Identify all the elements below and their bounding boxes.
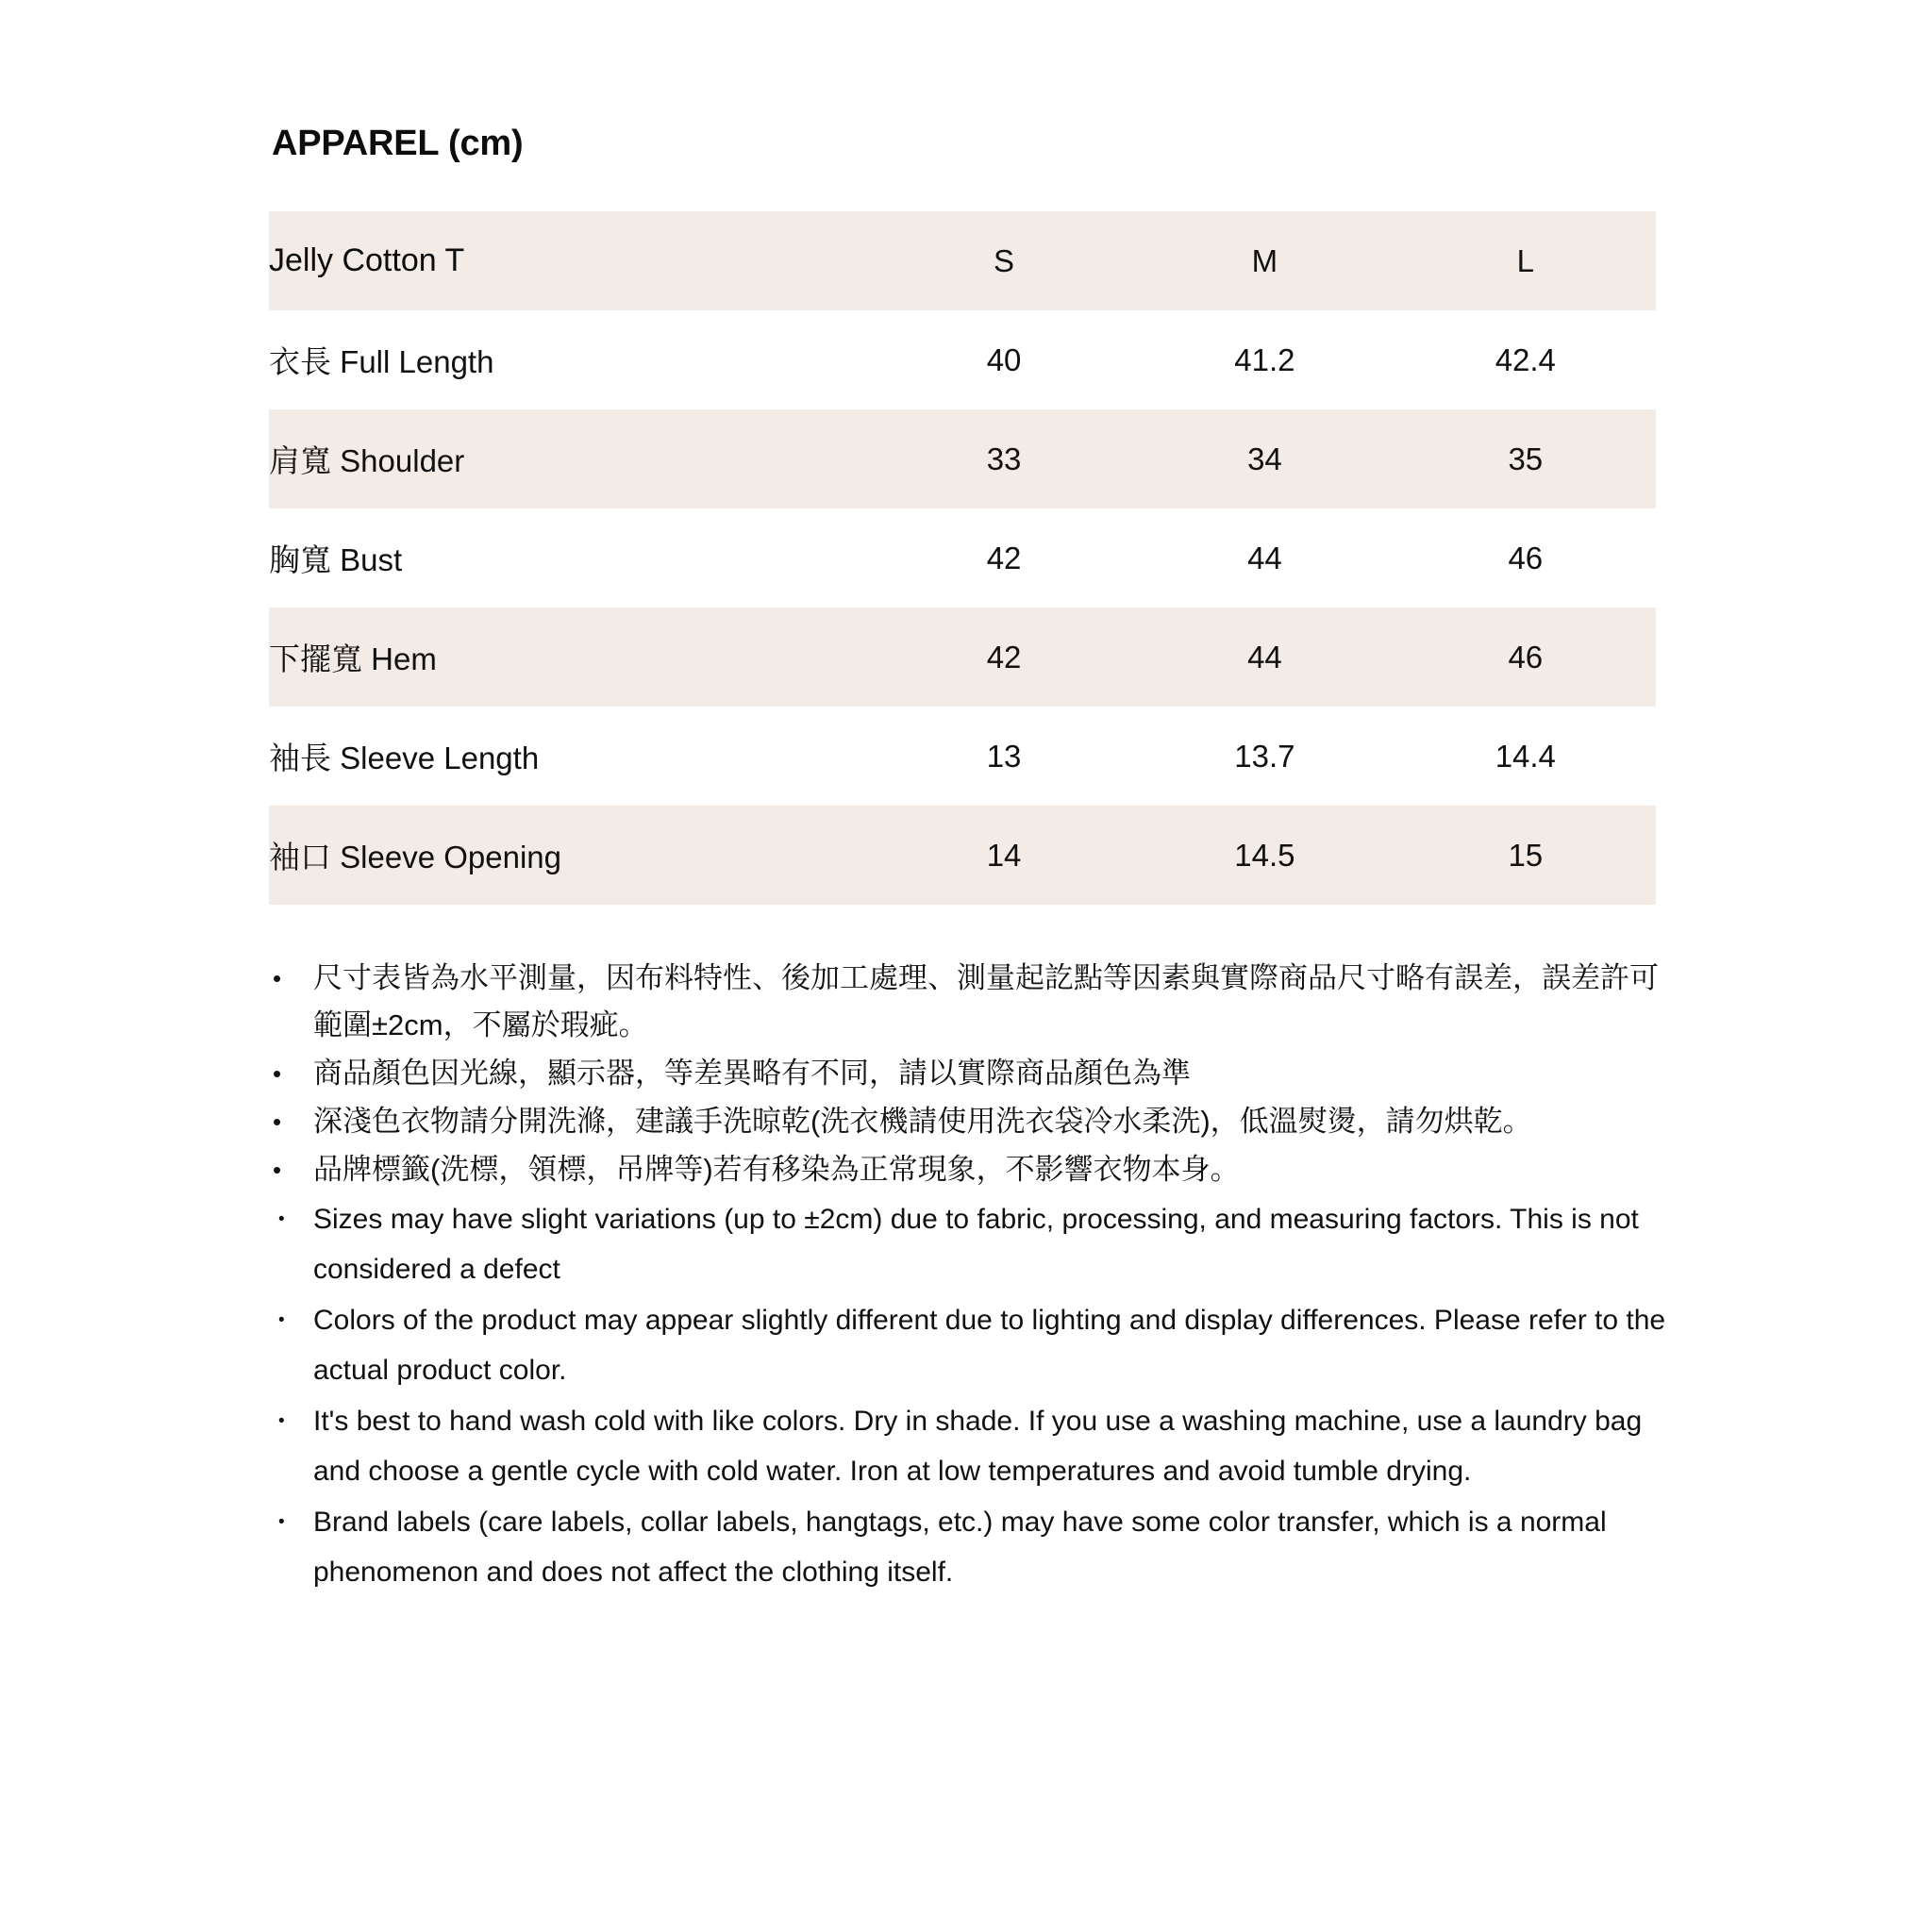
notes-list — [269, 955, 1675, 1598]
measurement-value-s: 42 — [986, 639, 1022, 675]
note-text: Sizes may have slight variations (up to ±2cm) due to fabric, processing, and measuring factors. This is not considered a defect — [313, 1204, 1639, 1285]
table-row — [269, 608, 1656, 707]
measurement-value-l: 15 — [1508, 837, 1544, 873]
bullet-icon: • — [273, 1156, 282, 1184]
note-item-zh — [269, 955, 1675, 1049]
note-text: 深淺色衣物請分開洗滌，建議手洗晾乾(洗衣機請使用洗衣袋冷水柔洗)，低溫熨燙，請勿烘乾。 — [313, 1105, 1532, 1138]
measurement-value-l: 46 — [1508, 639, 1544, 675]
table-header-row — [269, 211, 1656, 310]
measurement-label: 袖長 Sleeve Length — [269, 741, 540, 775]
note-text: It's best to hand wash cold with like colors. Dry in shade. If you use a washing machine, use a laundry bag and choose a gentle cycle with cold water. Iron at low temperatures and avoid tumble drying. — [313, 1406, 1643, 1487]
measurement-value-s: 40 — [986, 341, 1022, 377]
measurement-value-l: 35 — [1508, 441, 1544, 476]
measurement-value-s: 13 — [986, 738, 1022, 774]
note-text: 品牌標籤(洗標，領標，吊牌等)若有移染為正常現象，不影響衣物本身。 — [313, 1153, 1240, 1186]
measurement-value-s: 14 — [986, 837, 1022, 873]
note-text: Brand labels (care labels, collar labels, hangtags, etc.) may have some color transfer, which is a normal phenomenon and does not affect the clothing itself. — [313, 1507, 1607, 1588]
size-header-m: M — [1251, 242, 1278, 278]
table-row — [269, 409, 1656, 508]
measurement-value-m: 41.2 — [1234, 341, 1295, 377]
bullet-icon: • — [278, 1512, 285, 1532]
page-title: APPAREL (cm) — [272, 124, 524, 163]
measurement-value-m: 13.7 — [1234, 738, 1295, 774]
note-item-en — [269, 1497, 1675, 1597]
measurement-value-m: 14.5 — [1234, 837, 1295, 873]
note-item-zh — [269, 1098, 1675, 1145]
table-row — [269, 707, 1656, 806]
bullet-icon: • — [278, 1310, 285, 1330]
size-measurements-table — [269, 211, 1656, 905]
note-item-zh — [269, 1050, 1675, 1097]
measurement-value-m: 44 — [1247, 540, 1282, 575]
measurement-label: 胸寬 Bust — [269, 542, 403, 577]
measurement-value-l: 46 — [1508, 540, 1544, 575]
table-header — [269, 211, 1656, 310]
bullet-icon: • — [278, 1411, 285, 1431]
note-text: 尺寸表皆為水平測量，因布料特性、後加工處理、測量起訖點等因素與實際商品尺寸略有誤差，誤差許可範圍±2cm，不屬於瑕疵。 — [313, 961, 1659, 1041]
table-body — [269, 310, 1656, 905]
measurement-label: 下擺寬 Hem — [269, 641, 437, 676]
bullet-icon: • — [273, 1108, 282, 1136]
table-row — [269, 508, 1656, 608]
measurement-label: 袖口 Sleeve Opening — [269, 840, 562, 874]
measurement-label: 衣長 Full Length — [269, 344, 494, 379]
size-header-s: S — [994, 242, 1015, 278]
size-header-l: L — [1516, 242, 1534, 278]
table-row — [269, 806, 1656, 905]
measurement-value-l: 14.4 — [1495, 738, 1556, 774]
table-row — [269, 310, 1656, 409]
bullet-icon: • — [273, 1059, 282, 1088]
bullet-icon: • — [273, 964, 282, 992]
note-text: Colors of the product may appear slightly different due to lighting and display differences. Please refer to the actual product color. — [313, 1305, 1666, 1386]
product-name-header: Jelly Cotton T — [269, 242, 465, 278]
measurement-value-s: 33 — [986, 441, 1022, 476]
note-item-zh — [269, 1146, 1675, 1193]
note-text: 商品顏色因光線，顯示器，等差異略有不同，請以實際商品顏色為準 — [313, 1057, 1191, 1090]
note-item-en — [269, 1396, 1675, 1496]
measurement-value-m: 34 — [1247, 441, 1282, 476]
measurement-value-l: 42.4 — [1495, 341, 1556, 377]
measurement-value-s: 42 — [986, 540, 1022, 575]
bullet-icon: • — [278, 1209, 285, 1229]
note-item-en — [269, 1295, 1675, 1395]
measurement-value-m: 44 — [1247, 639, 1282, 675]
note-item-en — [269, 1194, 1675, 1294]
measurement-label: 肩寬 Shoulder — [269, 443, 465, 478]
